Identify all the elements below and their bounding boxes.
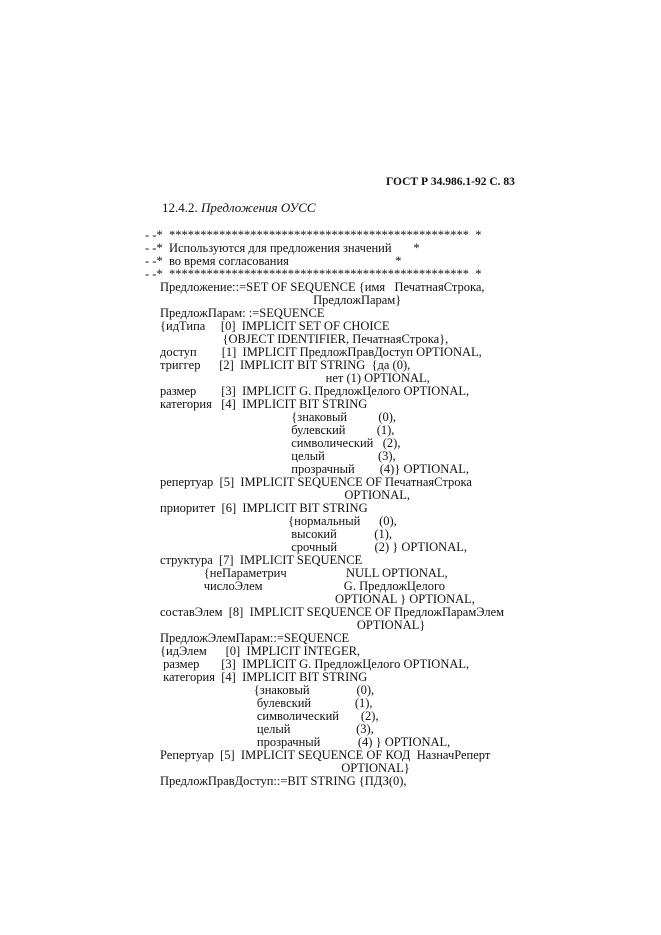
code-line: булевский (1), [160,696,373,710]
code-line: {идТипа [0] IMPLICIT SET OF CHOICE [160,319,390,333]
code-line: доступ [1] IMPLICIT ПредложПравДоступ OPTIONAL, [160,345,482,359]
code-line: булевский (1), [160,423,395,437]
code-line: целый (3), [160,722,374,736]
section-number: 12.4.2. [162,200,198,215]
code-line: {нормальный (0), [160,514,397,528]
code-line: триггер [2] IMPLICIT BIT STRING {да (0), [160,358,411,372]
code-line: целый (3), [160,449,396,463]
code-line: OPTIONAL} [160,618,426,632]
code-line: приоритет [6] IMPLICIT BIT STRING [160,501,368,515]
code-line: ПредложПарам} [160,293,402,307]
code-line: структура [7] IMPLICIT SEQUENCE [160,553,363,567]
code-line: размер [3] IMPLICIT G. ПредложЦелого OPTIONAL, [160,384,470,398]
code-line: составЭлем [8] IMPLICIT SEQUENCE OF ПредложПарамЭлем [160,605,505,619]
code-line: числоЭлем G. ПредложЦелого [160,579,446,593]
code-line: категория [4] IMPLICIT BIT STRING [160,670,368,684]
code-line: {неПараметрич NULL OPTIONAL, [160,566,448,580]
code-line: {знаковый (0), [160,410,397,424]
code-line: Предложение::=SET OF SEQUENCE {имя ПечатнаяСтрока, [160,280,485,294]
code-line: ПредложПарам: :=SEQUENCE [160,306,325,320]
code-line: ПредложЭлемПарам::=SEQUENCE [160,631,350,645]
comment-line: - -* Используются для предложения значений * [145,241,420,255]
code-line: репертуар [5] IMPLICIT SEQUENCE OF ПечатнаяСтрока [160,475,472,489]
code-line: категория [4] IMPLICIT BIT STRING [160,397,368,411]
code-line: высокий (1), [160,527,393,541]
code-line: символический (2), [160,436,401,450]
section-title: Предложения ОУСС [201,200,316,215]
code-line: ПредложПравДоступ::=BIT STRING {ПДЗ(0), [160,774,407,788]
code-line: OPTIONAL, [160,488,410,502]
comment-line: - -* во время согласования * [145,254,402,268]
code-line: OPTIONAL} [160,761,410,775]
comment-line: - -* ************************************************ * [145,228,482,242]
code-line: размер [3] IMPLICIT G. ПредложЦелого OPTIONAL, [160,657,470,671]
code-line: срочный (2) } OPTIONAL, [160,540,467,554]
code-line: символический (2), [160,709,379,723]
code-line: {знаковый (0), [160,683,375,697]
section-heading [162,201,316,214]
code-line: {OBJECT IDENTIFIER, ПечатнаяСтрока}, [160,332,449,346]
code-line: прозрачный (4)} OPTIONAL, [160,462,470,476]
running-header: ГОСТ Р 34.986.1-92 С. 83 [386,176,515,188]
code-line: нет (1) OPTIONAL, [160,371,430,385]
code-line: {идЭлем [0] IMPLICIT INTEGER, [160,644,361,658]
code-line: прозрачный (4) } OPTIONAL, [160,735,451,749]
code-line: Репертуар [5] IMPLICIT SEQUENCE OF КОД НазначРеперт [160,748,491,762]
comment-line: - -* ************************************************ * [145,267,482,281]
code-line: OPTIONAL } OPTIONAL, [160,592,475,606]
